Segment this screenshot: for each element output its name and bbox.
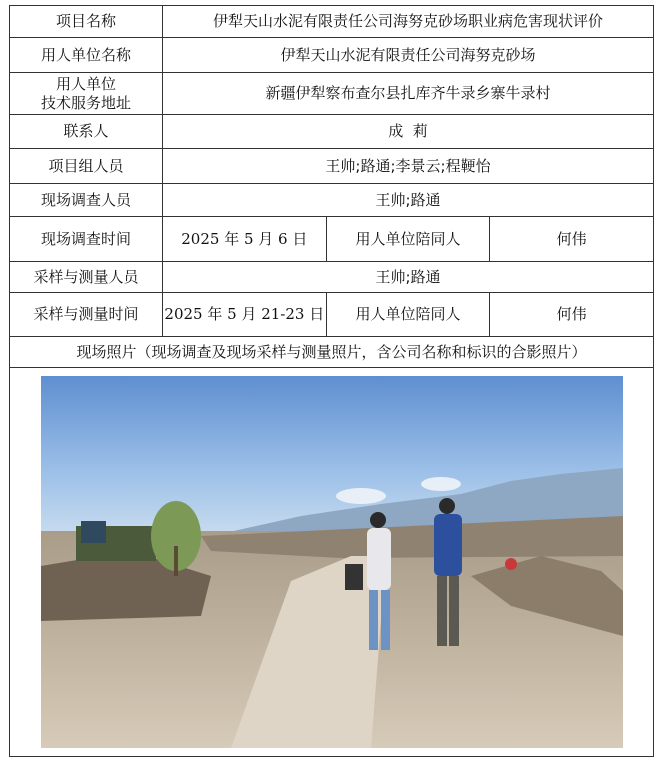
site-photo xyxy=(41,376,623,748)
label-sampling-staff: 采样与测量人员 xyxy=(10,262,163,293)
value-contact: 成 莉 xyxy=(163,115,654,149)
value-sampling-staff: 王帅;路通 xyxy=(163,262,654,293)
value-employer-name: 伊犁天山水泥有限责任公司海努克砂场 xyxy=(163,38,654,73)
value-sampling-time: 2025 年 5 月 21-23 日 xyxy=(163,293,327,337)
label-survey-time: 现场调查时间 xyxy=(10,217,163,262)
value-survey-time: 2025 年 5 月 6 日 xyxy=(163,217,327,262)
value-sampling-companion: 何伟 xyxy=(490,293,654,337)
label-employer-name: 用人单位名称 xyxy=(10,38,163,73)
label-project-name: 项目名称 xyxy=(10,6,163,38)
label-team-members: 项目组人员 xyxy=(10,149,163,184)
photo-section-heading: 现场照片（现场调查及现场采样与测量照片，含公司名称和标识的合影照片） xyxy=(10,337,654,368)
label-survey-companion: 用人单位陪同人 xyxy=(326,217,490,262)
label-service-address xyxy=(10,73,163,115)
label-sampling-companion: 用人单位陪同人 xyxy=(326,293,490,337)
photo-cell xyxy=(10,368,654,757)
site-survey-form xyxy=(9,5,654,757)
label-survey-staff: 现场调查人员 xyxy=(10,184,163,217)
label-sampling-time: 采样与测量时间 xyxy=(10,293,163,337)
value-service-address: 新疆伊犁察布查尔县扎库齐牛录乡寨牛录村 xyxy=(163,73,654,115)
value-survey-staff: 王帅;路通 xyxy=(163,184,654,217)
value-survey-companion: 何伟 xyxy=(490,217,654,262)
label-service-address-line1: 用人单位 xyxy=(55,74,116,93)
label-service-address-line2: 技术服务地址 xyxy=(40,93,131,112)
value-team-members: 王帅;路通;李景云;程鞕怡 xyxy=(163,149,654,184)
label-contact: 联系人 xyxy=(10,115,163,149)
value-project-name: 伊犁天山水泥有限责任公司海努克砂场职业病危害现状评价 xyxy=(163,6,654,38)
